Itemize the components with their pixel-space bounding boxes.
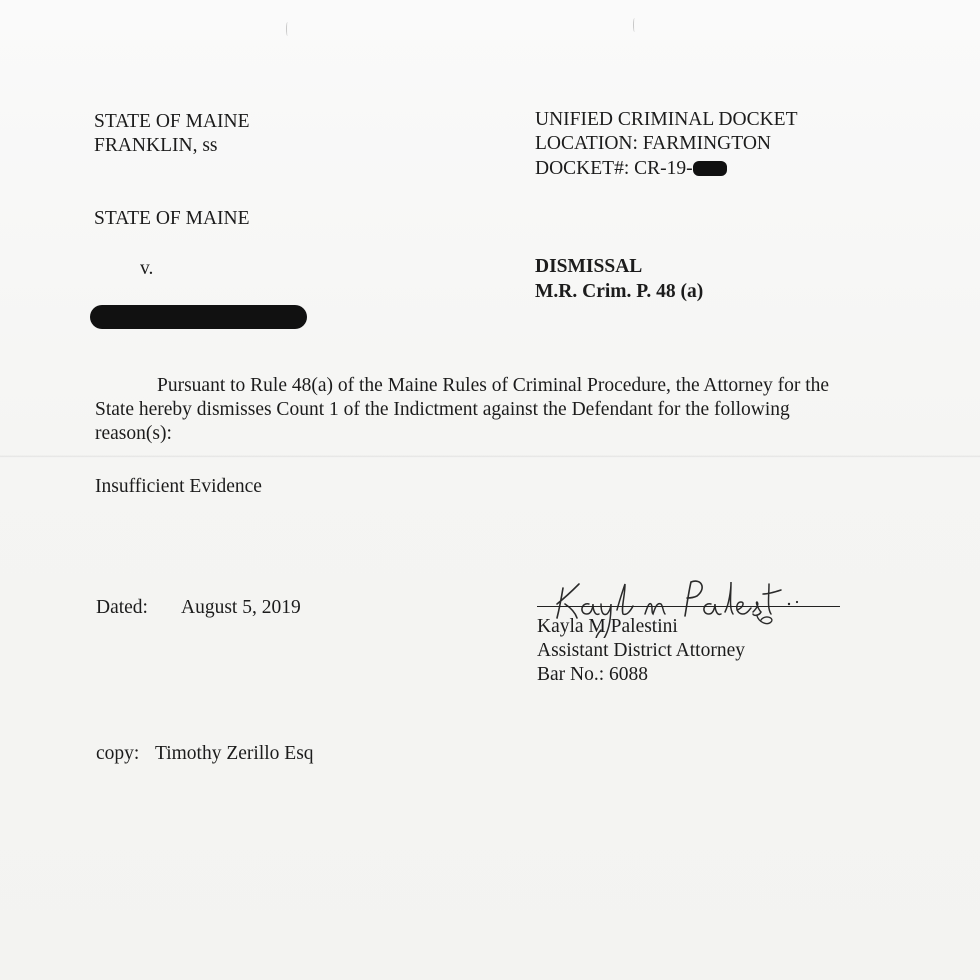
header-court: UNIFIED CRIMINAL DOCKET xyxy=(535,109,798,130)
header-docket xyxy=(535,157,727,181)
header-county: FRANKLIN, ss xyxy=(94,135,218,156)
dated-value: August 5, 2019 xyxy=(181,597,301,618)
header-location: LOCATION: FARMINGTON xyxy=(535,133,771,154)
paper-mark xyxy=(633,18,636,32)
signer-bar-number: Bar No.: 6088 xyxy=(537,664,649,685)
dismissal-text: Pursuant to Rule 48(a) of the Maine Rules of Criminal Procedure, the Attorney for the State hereby dismisses Count 1 of the Indictment against the Defendant for the following reason(s): xyxy=(95,375,830,444)
paper-fold-line xyxy=(0,455,980,458)
defendant-name-redaction xyxy=(90,305,307,329)
document-rule: M.R. Crim. P. 48 (a) xyxy=(535,281,704,302)
signer-title: Assistant District Attorney xyxy=(537,640,745,661)
copy-label: copy: xyxy=(96,743,140,764)
signature-line xyxy=(537,606,840,607)
docket-prefix: DOCKET#: CR-19- xyxy=(535,158,693,179)
signer-name: Kayla M Palestini xyxy=(537,616,678,637)
dismissal-paragraph xyxy=(95,374,835,446)
dismissal-reason: Insufficient Evidence xyxy=(95,476,262,497)
paper-mark xyxy=(286,22,289,36)
caption-versus: v. xyxy=(140,258,154,279)
docket-number-redaction xyxy=(693,161,727,176)
copy-recipient: Timothy Zerillo Esq xyxy=(155,743,314,764)
header-state: STATE OF MAINE xyxy=(94,111,250,132)
caption-plaintiff: STATE OF MAINE xyxy=(94,208,250,229)
dated-label: Dated: xyxy=(96,597,148,618)
document-title: DISMISSAL xyxy=(535,256,643,277)
